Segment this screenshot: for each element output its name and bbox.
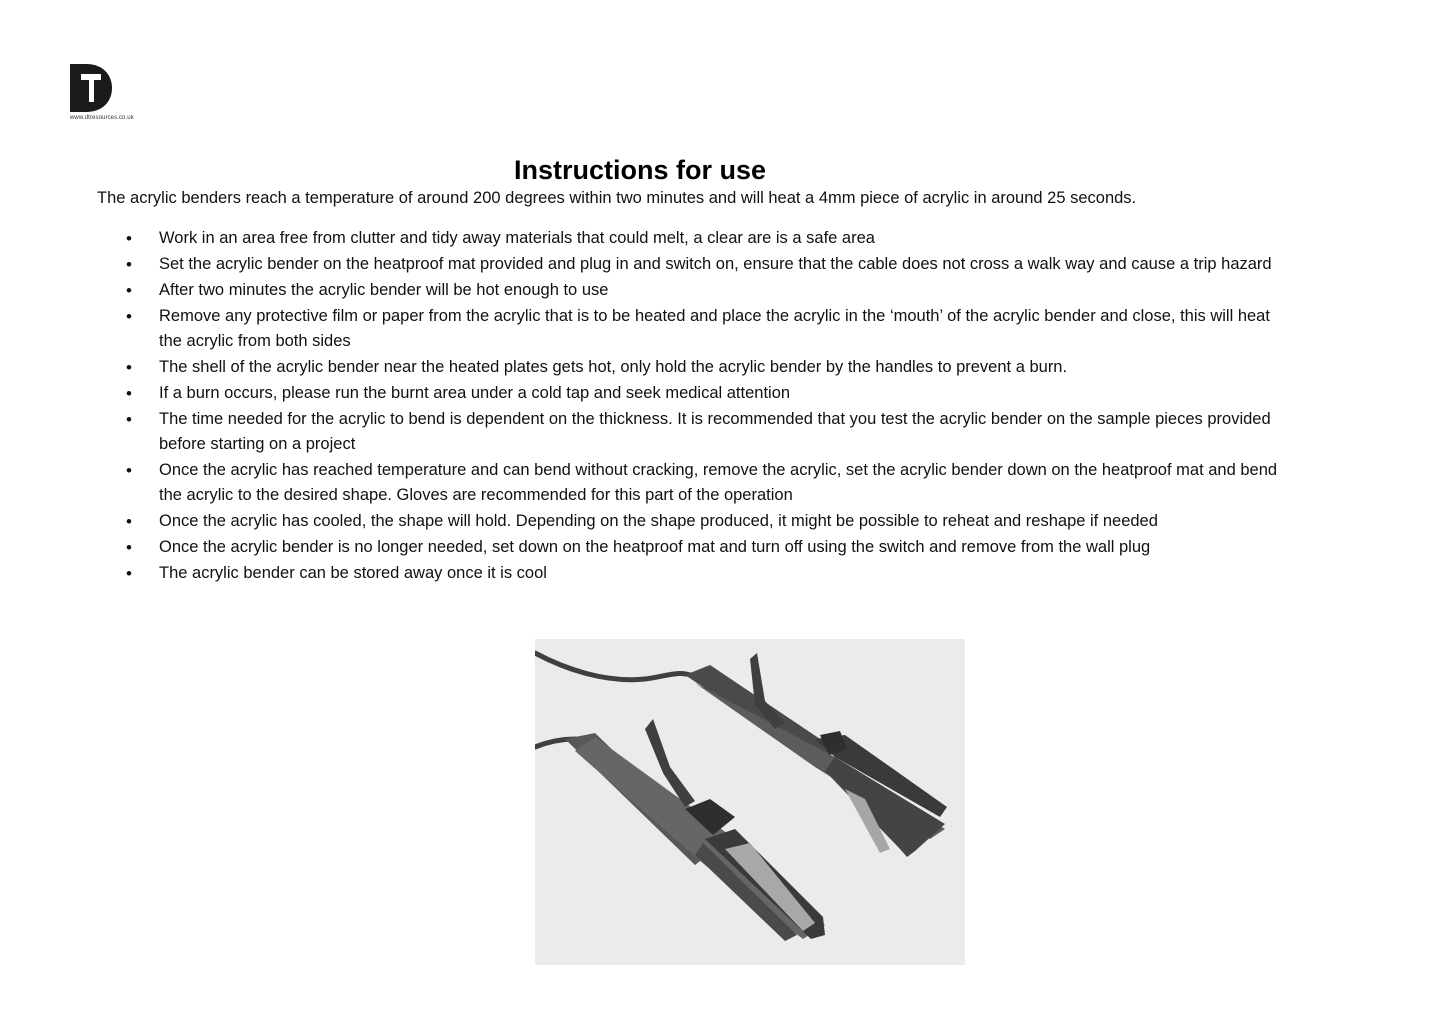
instruction-step: • After two minutes the acrylic bender will be hot enough to use (97, 278, 1287, 303)
instruction-step: • Work in an area free from clutter and tidy away materials that could melt, a clear are is a safe area (97, 226, 1287, 251)
acrylic-bender-bottom (565, 719, 825, 941)
instruction-step: • The acrylic bender can be stored away once it is cool (97, 561, 1287, 586)
instruction-step: • Once the acrylic bender is no longer needed, set down on the heatproof mat and turn off using the switch and remove from the wall plug (97, 535, 1287, 560)
logo-url: www.dtresources.co.uk (70, 115, 134, 121)
acrylic-bender-top (685, 653, 947, 857)
instruction-step: • If a burn occurs, please run the burnt area under a cold tap and seek medical attention (97, 381, 1287, 406)
acrylic-bender-photo (535, 639, 965, 965)
hammer-d-logo-icon (68, 62, 114, 114)
acrylic-bender-illustration (535, 639, 965, 965)
dt-resources-logo (68, 62, 150, 124)
instruction-step: • Remove any protective film or paper from the acrylic that is to be heated and place the acrylic in the ‘mouth’ of the acrylic bender and close, this will heat the acrylic from both sides (97, 304, 1287, 354)
page-title: Instructions for use (513, 155, 767, 186)
instruction-step: • Set the acrylic bender on the heatproof mat provided and plug in and switch on, ensure that the cable does not cross a walk way and cause a trip hazard (97, 252, 1287, 277)
instruction-step: • Once the acrylic has reached temperature and can bend without cracking, remove the acrylic, set the acrylic bender down on the heatproof mat and bend the acrylic to the desired shape. Gloves are recommended for this part of the operation (97, 458, 1287, 508)
instruction-step: • Once the acrylic has cooled, the shape will hold. Depending on the shape produced, it might be possible to reheat and reshape if needed (97, 509, 1287, 534)
instruction-list (97, 226, 1287, 587)
instruction-step: • The shell of the acrylic bender near the heated plates gets hot, only hold the acrylic bender by the handles to prevent a burn. (97, 355, 1287, 380)
intro-paragraph: The acrylic benders reach a temperature of around 200 degrees within two minutes and will heat a 4mm piece of acrylic in around 25 seconds. (97, 189, 1137, 207)
instruction-step: • The time needed for the acrylic to bend is dependent on the thickness. It is recommended that you test the acrylic bender on the sample pieces provided before starting on a project (97, 407, 1287, 457)
